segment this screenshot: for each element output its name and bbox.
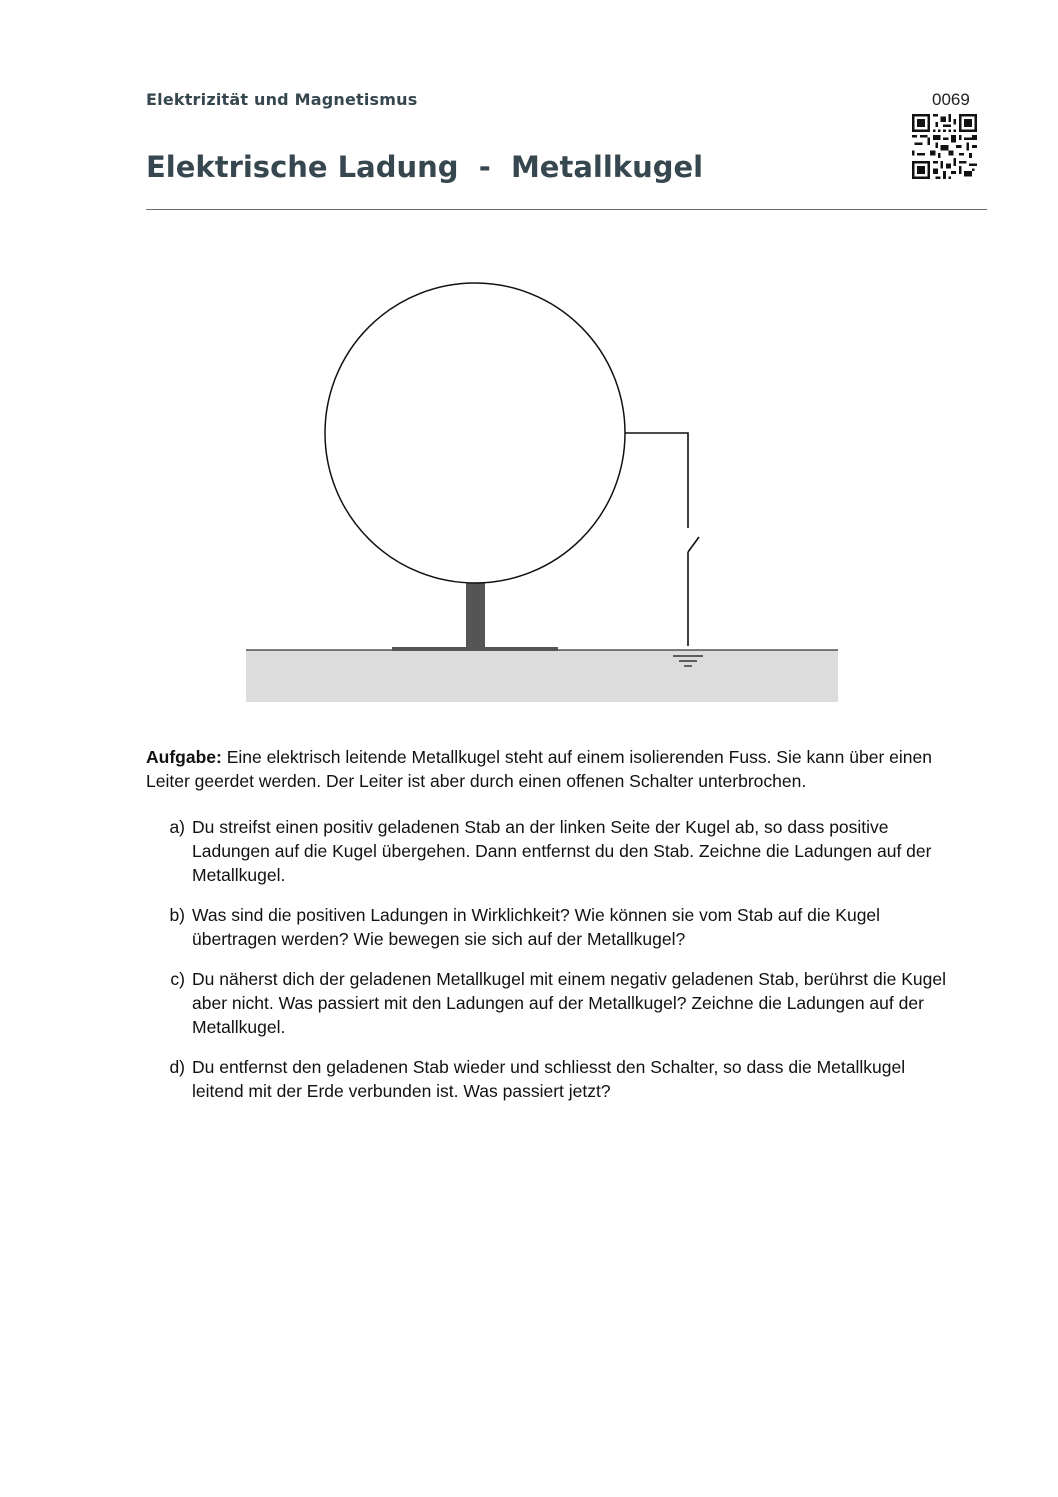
item-text: Du entfernst den geladenen Stab wieder und schliesst den Schalter, so dass die Metallkugel leitend mit der Erde verbunden ist. Was passiert jetzt? [192, 1057, 906, 1101]
task-item-d [146, 1055, 958, 1103]
item-text: Du streifst einen positiv geladenen Stab an der linken Seite der Kugel ab, so dass positive Ladungen auf die Kugel übergehen. Dann entfernst du den Stab. Zeichne die Ladungen auf der Metallkugel. [192, 817, 932, 885]
task-description [146, 745, 956, 793]
item-letter: c) [170, 969, 185, 989]
ground-wire [625, 433, 688, 646]
task-items-list [146, 815, 958, 1119]
task-item-c [146, 967, 958, 1039]
item-text: Du näherst dich der geladenen Metallkugel mit einem negativ geladenen Stab, berührst die Kugel aber nicht. Was passiert mit den Ladungen auf der Metallkugel? Zeichne die Ladungen auf der Metallkugel. [192, 969, 946, 1037]
qr-code-icon [912, 114, 977, 179]
title-divider [146, 209, 987, 210]
ground-area [246, 650, 838, 702]
metal-sphere [325, 283, 625, 583]
item-text: Was sind die positiven Ladungen in Wirklichkeit? Wie können sie vom Stab auf die Kugel übertragen werden? Wie bewegen sie sich auf der Metallkugel? [192, 905, 881, 949]
document-number: 0069 [932, 90, 970, 109]
item-letter: b) [169, 905, 185, 925]
task-item-b [146, 903, 958, 951]
item-letter: a) [169, 817, 185, 837]
metal-sphere-diagram [240, 280, 845, 710]
page-title: Elektrische Ladung - Metallkugel [146, 150, 704, 184]
insulating-stand [466, 582, 485, 649]
item-letter: d) [169, 1057, 185, 1077]
task-text: Eine elektrisch leitende Metallkugel steht auf einem isolierenden Fuss. Sie kann über einen Leiter geerdet werden. Der Leiter ist aber durch einen offenen Schalter unterbrochen. [146, 747, 932, 791]
subject-heading: Elektrizität und Magnetismus [146, 90, 418, 109]
task-item-a [146, 815, 958, 887]
open-switch [688, 537, 699, 552]
task-label: Aufgabe: [146, 747, 222, 767]
